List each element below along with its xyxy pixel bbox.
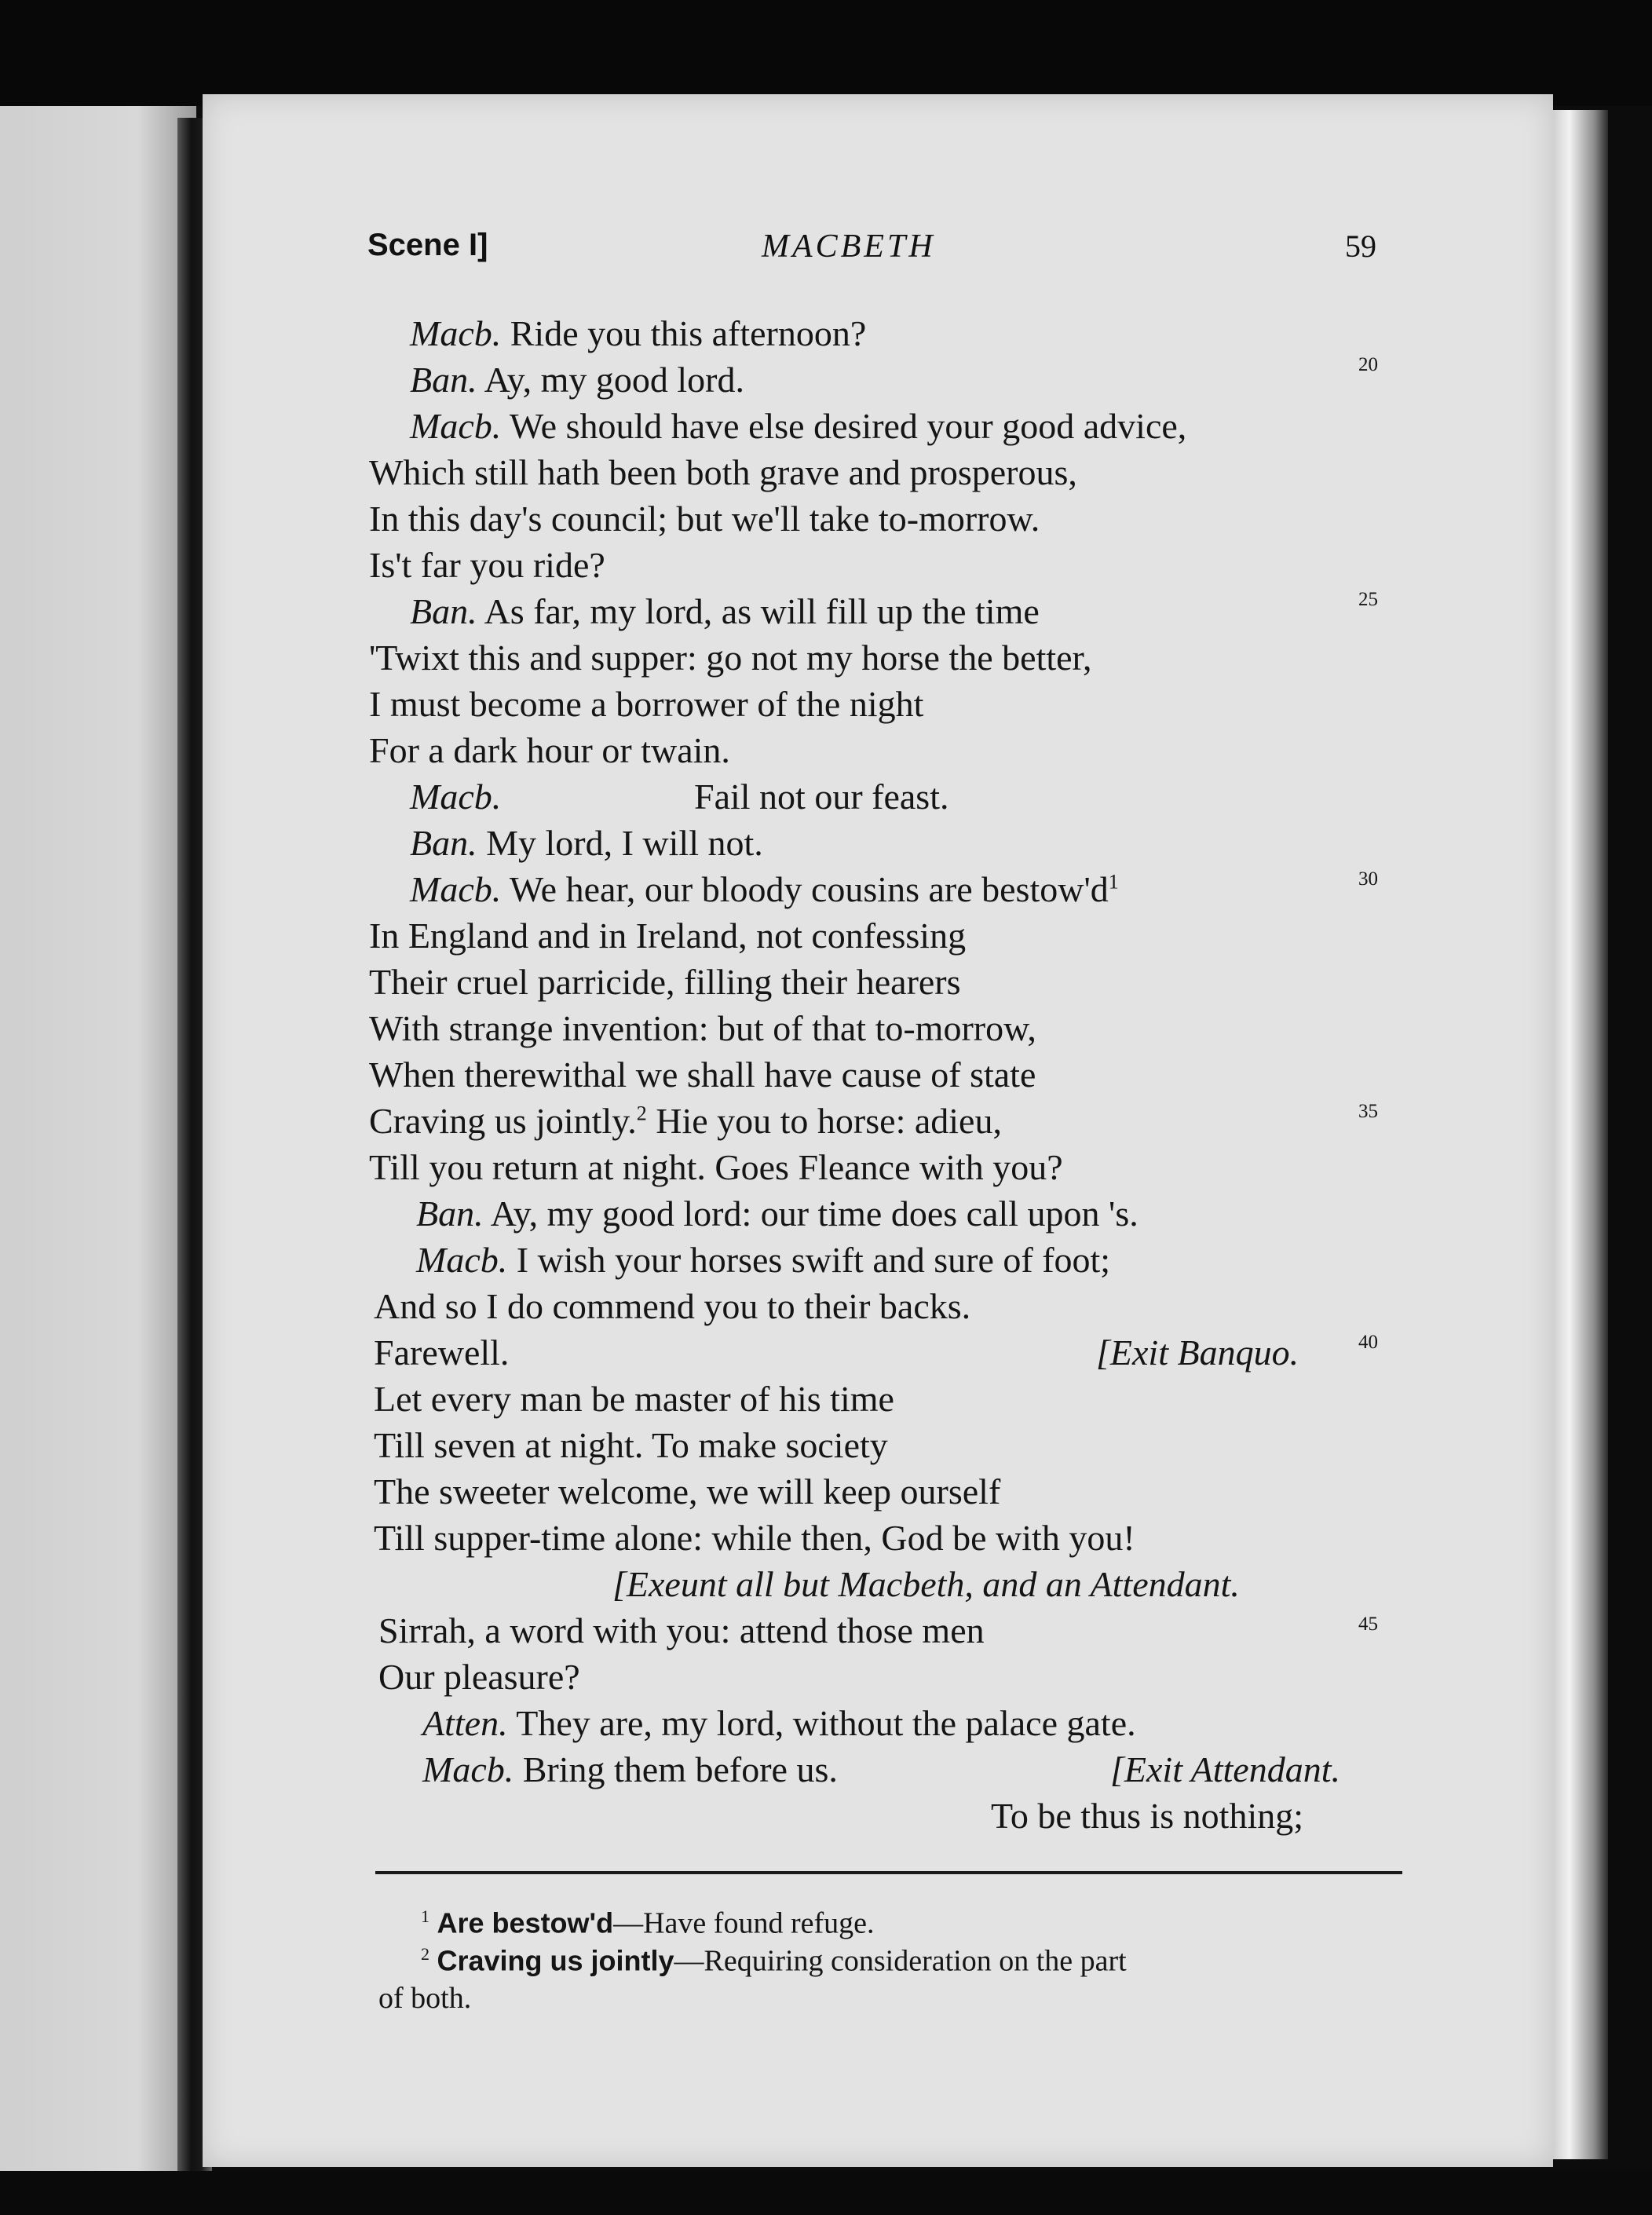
- footnote-number: 1: [421, 1906, 429, 1926]
- footnote-marker: 2: [636, 1102, 647, 1125]
- running-head-title: MACBETH: [762, 228, 936, 265]
- footnote-continuation: of both.: [378, 1982, 472, 2015]
- line-text-continued: Hie you to horse: adieu,: [646, 1101, 1002, 1141]
- verse-line: The sweeter welcome, we will keep ourself: [374, 1471, 1001, 1511]
- verse-line: [422, 1705, 1522, 1742]
- line-text: Ay, my good lord: our time does call upon 's.: [483, 1193, 1138, 1234]
- line-text: As far, my lord, as will fill up the time: [477, 591, 1040, 631]
- verse-line: Till supper-time alone: while then, God be with you!: [374, 1518, 1135, 1558]
- line-number: 35: [1358, 1101, 1378, 1122]
- line-text: Ride you this afternoon?: [501, 313, 867, 353]
- verse-line: [410, 313, 1509, 353]
- footnote: [421, 1946, 1127, 1976]
- line-text: Fail not our feast.: [694, 777, 949, 817]
- verse-line: [369, 1103, 1468, 1139]
- line-text: Ay, my good lord.: [477, 360, 744, 400]
- line-number: 20: [1358, 354, 1378, 375]
- verse-line: Till seven at night. To make society: [374, 1425, 888, 1465]
- verse-line: [410, 362, 1509, 398]
- verse-line: [410, 408, 1509, 444]
- verse-line: [422, 1749, 1522, 1789]
- footnote-text: —Requiring consideration on the part: [674, 1944, 1127, 1978]
- speaker-name: Macb.: [410, 869, 502, 909]
- speaker-name: Macb.: [410, 777, 502, 817]
- verse-line: Which still hath been both grave and prosperous,: [369, 452, 1077, 492]
- verse-line: Their cruel parricide, filling their hearers: [369, 962, 961, 1002]
- footnote-text: —Have found refuge.: [613, 1906, 875, 1940]
- scan-background-bottom: [0, 2171, 1652, 2215]
- footnote: [421, 1908, 874, 1939]
- stage-direction: [Exeunt all but Macbeth, and an Attendant.: [612, 1564, 1240, 1604]
- page-number: 59: [1345, 228, 1376, 264]
- line-text: They are, my lord, without the palace gate.: [507, 1703, 1136, 1743]
- verse-line: With strange invention: but of that to-morrow,: [369, 1008, 1036, 1048]
- footnote-divider: [375, 1871, 1402, 1874]
- verse-line: To be thus is nothing;: [991, 1796, 1304, 1836]
- page-stack-edge: [1553, 110, 1608, 2159]
- speaker-name: Macb.: [410, 313, 502, 353]
- footnote-term: Are bestow'd: [437, 1906, 614, 1939]
- speaker-name: Ban.: [416, 1193, 484, 1234]
- verse-line: [416, 1193, 1515, 1234]
- speaker-name: Macb.: [422, 1749, 514, 1789]
- verse-line: [374, 1332, 1473, 1372]
- speaker-name: Macb.: [416, 1240, 508, 1280]
- facing-page-edge: [0, 106, 196, 2179]
- verse-line: [410, 869, 1509, 909]
- line-text: We hear, our bloody cousins are bestow'd: [501, 869, 1109, 909]
- verse-line: I must become a borrower of the night: [369, 684, 924, 724]
- verse-line: Sirrah, a word with you: attend those men: [378, 1610, 985, 1650]
- speaker-name: Atten.: [422, 1703, 508, 1743]
- speaker-name: Macb.: [410, 406, 502, 446]
- verse-line: And so I do commend you to their backs.: [374, 1286, 971, 1326]
- verse-line: In this day's council; but we'll take to-morrow.: [369, 499, 1040, 539]
- speaker-name: Ban.: [410, 591, 477, 631]
- verse-line: [410, 825, 1509, 861]
- speaker-name: Ban.: [410, 360, 477, 400]
- line-text: My lord, I will not.: [477, 823, 763, 863]
- verse-line: [416, 1242, 1515, 1278]
- stage-direction: [Exit Banquo.: [1096, 1332, 1299, 1372]
- verse-line: [410, 779, 1509, 815]
- speaker-name: Ban.: [410, 823, 477, 863]
- verse-line: Our pleasure?: [378, 1657, 580, 1697]
- footnote-term: Craving us jointly: [437, 1944, 674, 1977]
- verse-line: For a dark hour or twain.: [369, 730, 730, 770]
- running-head-scene: Scene I]: [367, 228, 488, 262]
- stage-direction: [Exit Attendant.: [1110, 1749, 1341, 1789]
- verse-line: [410, 591, 1509, 631]
- line-number: 40: [1358, 1332, 1378, 1353]
- line-number: 45: [1358, 1614, 1378, 1635]
- line-number: 25: [1358, 589, 1378, 610]
- line-text: Bring them before us.: [514, 1749, 838, 1789]
- scan-background: [0, 0, 1652, 106]
- line-text: We should have else desired your good advice,: [501, 406, 1187, 446]
- line-text: Craving us jointly.: [369, 1101, 637, 1141]
- footnote-number: 2: [421, 1944, 429, 1964]
- line-text: I wish your horses swift and sure of foot;: [507, 1240, 1111, 1280]
- line-text: Farewell.: [374, 1332, 510, 1372]
- footnote-marker: 1: [1108, 870, 1119, 894]
- verse-line: Let every man be master of his time: [374, 1379, 894, 1419]
- line-number: 30: [1358, 868, 1378, 890]
- verse-line: When therewithal we shall have cause of state: [369, 1055, 1036, 1095]
- verse-line: In England and in Ireland, not confessing: [369, 916, 967, 956]
- verse-line: Is't far you ride?: [369, 545, 605, 585]
- verse-line: Till you return at night. Goes Fleance with you?: [369, 1147, 1063, 1187]
- verse-line: 'Twixt this and supper: go not my horse the better,: [369, 638, 1092, 678]
